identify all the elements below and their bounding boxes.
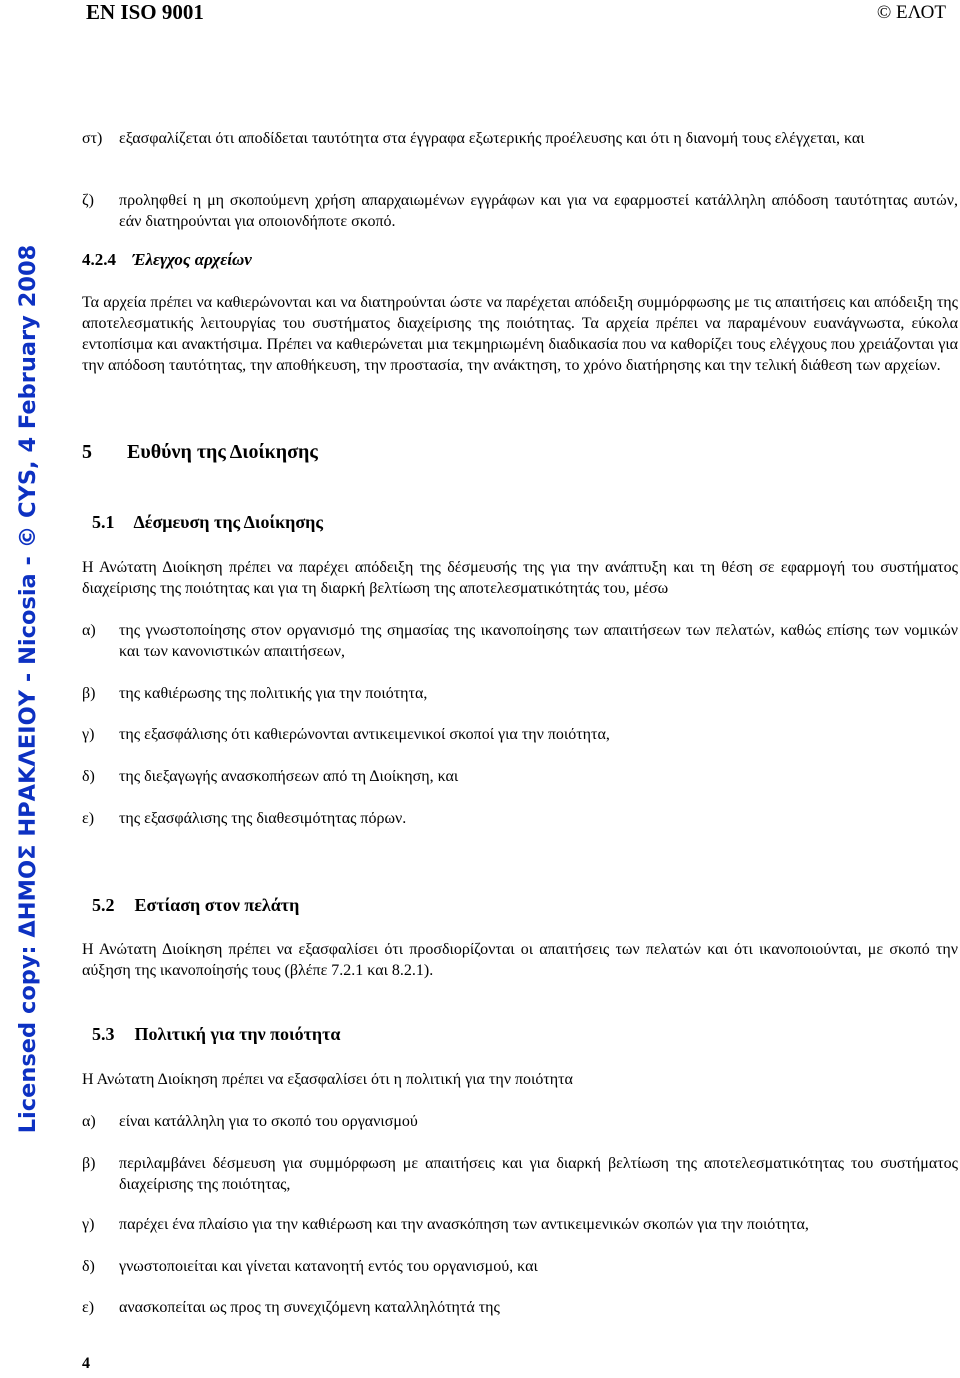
list-item-text: είναι κατάλληλη για το σκοπό του οργανισμού	[119, 1113, 418, 1130]
chapter-number: 5	[82, 441, 92, 463]
chapter-title: Ευθύνη της Διοίκησης	[127, 441, 318, 463]
license-watermark: Licensed copy: ΔΗΜΟΣ ΗΡΑΚΛΕΙΟΥ - Nicosia - © CYS, 4 February 2008	[15, 244, 41, 1134]
section-title: Εστίαση στον πελάτη	[134, 895, 300, 915]
list-item-text: εξασφαλίζεται ότι αποδίδεται ταυτότητα στα έγγραφα εξωτερικής προέλευσης και ότι η διανομή τους ελέγχεται, και	[119, 130, 865, 147]
list-item-label: ζ)	[82, 192, 94, 209]
section-body: Τα αρχεία πρέπει να καθιερώνονται και να διατηρούνται ώστε να παρέχεται απόδειξη συμμόρφωσης με τις απαιτήσεις και απόδειξη της αποτελεσματικής λειτουργίας του συστήματος διαχείρισης της ποιότητας. Τα αρχεία πρέπει να παραμένουν ευανάγνωστα, εύκολα εντοπίσιμα και ανακτήσιμα. Πρέπει να καθιερώνεται μια τεκμηριωμένη διαδικασία που να καθορίζει τους ελέγχους που χρειάζονται για την απόδοση ταυτότητας, την αποθήκευση, την προστασία, την ανάκτηση, το χρόνο διατήρησης και την τελική διάθεση των αρχείων.	[82, 294, 958, 374]
list-item-label: β)	[82, 685, 96, 702]
list-item-text: της γνωστοποίησης στον οργανισμό της σημασίας της ικανοποίησης των απαιτήσεων των πελατών, καθώς επίσης των νομικών και των κανονιστικών απαιτήσεων,	[119, 622, 958, 660]
list-item-label: γ)	[82, 1216, 95, 1233]
section-title: Έλεγχος αρχείων	[132, 250, 252, 269]
section-title: Πολιτική για την ποιότητα	[134, 1024, 341, 1044]
section-intro: Η Ανώτατη Διοίκηση πρέπει να παρέχει απόδειξη της δέσμευσής της για την ανάπτυξη και τη θέση σε εφαρμογή του συστήματος διαχείρισης της ποιότητας και για τη διαρκή βελτίωση της αποτελεσματικότητάς του, μέσω	[82, 559, 958, 597]
list-item-text: της εξασφάλισης της διαθεσιμότητας πόρων.	[119, 810, 407, 827]
chapter-heading-5	[82, 441, 318, 464]
section-heading-5-2	[92, 895, 299, 916]
list-item-label: γ)	[82, 726, 95, 743]
list-item-label: στ)	[82, 130, 103, 147]
list-item-text: της καθιέρωσης της πολιτικής για την ποιότητα,	[119, 685, 428, 702]
list-item-label: δ)	[82, 768, 95, 785]
header-standard: EN ISO 9001	[86, 0, 204, 24]
list-item	[82, 620, 958, 662]
list-item-label: ε)	[82, 1299, 95, 1316]
list-item	[82, 1256, 958, 1277]
list-item	[82, 1297, 958, 1318]
section-intro: Η Ανώτατη Διοίκηση πρέπει να εξασφαλίσει ότι η πολιτική για την ποιότητα	[82, 1071, 573, 1088]
list-item-text: της διεξαγωγής ανασκοπήσεων από τη Διοίκηση, και	[119, 768, 459, 785]
section-number: 4.2.4	[82, 250, 116, 269]
list-item	[82, 1111, 958, 1132]
section-heading-5-1	[92, 512, 323, 533]
list-item-label: ε)	[82, 810, 95, 827]
list-item-text: προληφθεί η μη σκοπούμενη χρήση απαρχαιωμένων εγγράφων και για να εφαρμοστεί κατάλληλη απόδοση ταυτότητας αυτών, εάν διατηρούνται για οποιονδήποτε σκοπό.	[119, 192, 958, 230]
list-item	[82, 128, 958, 149]
section-heading-4-2-4	[82, 250, 252, 270]
list-item-text: της εξασφάλισης ότι καθιερώνονται αντικειμενικοί σκοποί για την ποιότητα,	[119, 726, 610, 743]
list-item-label: δ)	[82, 1258, 95, 1275]
header-copyright: © ΕΛΟΤ	[876, 2, 946, 23]
section-body: Η Ανώτατη Διοίκηση πρέπει να εξασφαλίσει ότι προσδιορίζονται οι απαιτήσεις των πελατών και ότι ικανοποιούνται, με σκοπό την αύξηση της ικανοποίησής τους (βλέπε 7.2.1 και 8.2.1).	[82, 941, 958, 979]
list-item-text: παρέχει ένα πλαίσιο για την καθιέρωση και την ανασκόπηση των αντικειμενικών σκοπών για την ποιότητα,	[119, 1216, 809, 1233]
section-number: 5.2	[92, 895, 115, 915]
list-item-text: γνωστοποιείται και γίνεται κατανοητή εντός του οργανισμού, και	[119, 1258, 538, 1275]
list-item	[82, 683, 958, 704]
section-title: Δέσμευση της Διοίκησης	[133, 512, 323, 532]
list-item-text: περιλαμβάνει δέσμευση για συμμόρφωση με απαιτήσεις και για διαρκή βελτίωση της αποτελεσματικότητας του συστήματος διαχείρισης της ποιότητας,	[119, 1155, 958, 1193]
list-item	[82, 1214, 958, 1235]
list-item	[82, 766, 958, 787]
list-item	[82, 1153, 958, 1195]
list-item	[82, 808, 958, 829]
page-number: 4	[82, 1355, 90, 1372]
list-item-label: α)	[82, 622, 96, 639]
section-number: 5.3	[92, 1024, 115, 1044]
list-item-text: ανασκοπείται ως προς τη συνεχιζόμενη καταλληλότητά της	[119, 1299, 500, 1316]
section-heading-5-3	[92, 1024, 340, 1045]
section-number: 5.1	[92, 512, 115, 532]
list-item-label: α)	[82, 1113, 96, 1130]
list-item-label: β)	[82, 1155, 96, 1172]
list-item	[82, 724, 958, 745]
list-item	[82, 190, 958, 232]
